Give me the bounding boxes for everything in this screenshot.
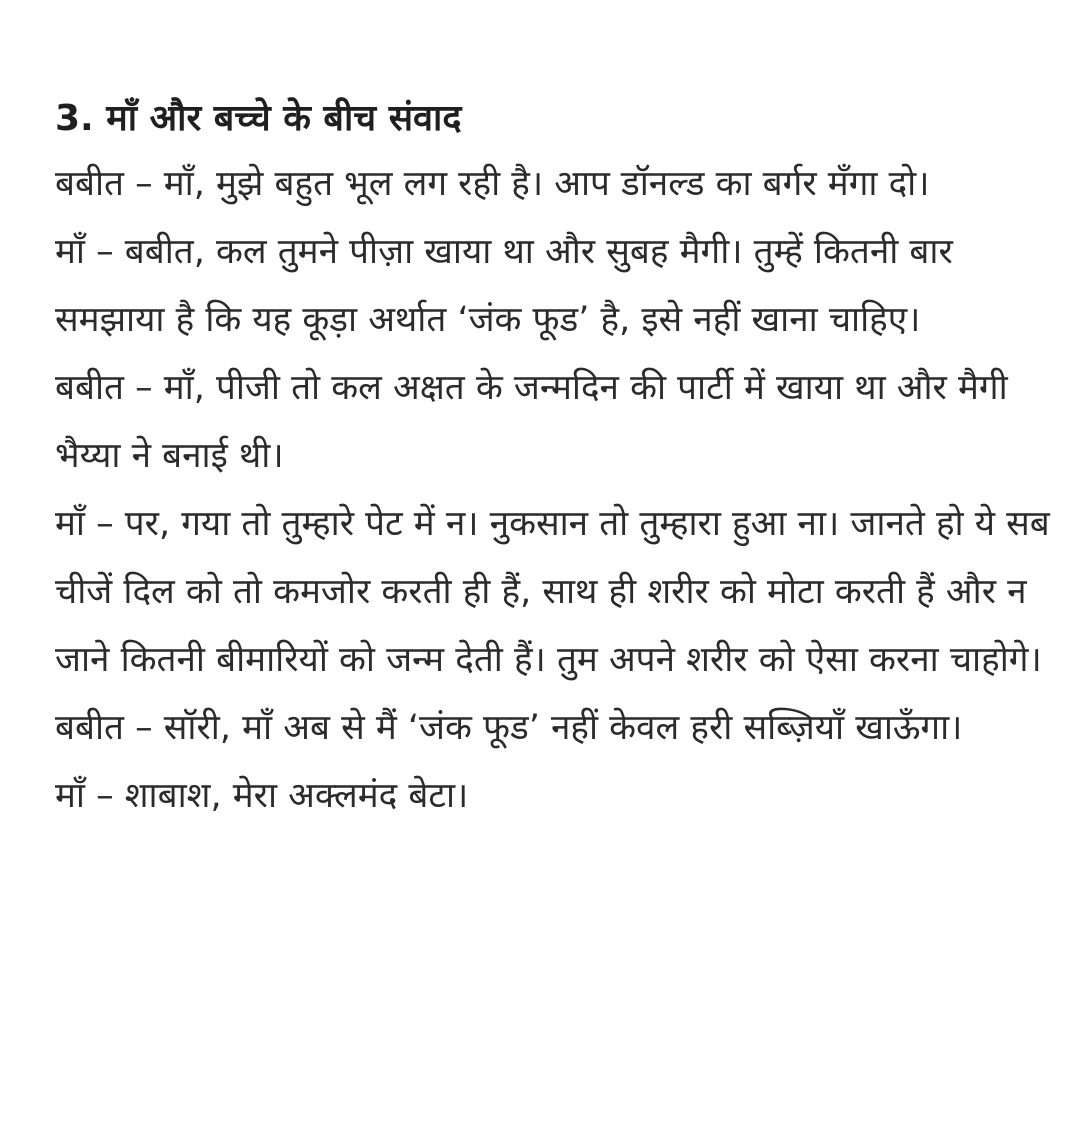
dialogue-line: माँ – पर, गया तो तुम्हारे पेट में न। नुकसान तो तुम्हारा हुआ ना। जानते हो ये सब चीजें दिल को तो कमजोर करती ही हैं, साथ ही शरीर को मोटा करती हैं और न जाने कितनी बीमारियों को जन्म देती हैं। तुम अपने शरीर को ऐसा करना चाहोगे। xyxy=(55,504,1050,680)
dialogue-line: माँ – बबीत, कल तुमने पीज़ा खाया था और सुबह मैगी। तुम्हें कितनी बार समझाया है कि यह कूड़ा अर्थात ‘जंक फूड’ है, इसे नहीं खाना चाहिए। xyxy=(55,232,953,340)
dialogue-line: बबीत – माँ, पीजी तो कल अक्षत के जन्मदिन की पार्टी में खाया था और मैगी भैय्या ने बनाई थी। xyxy=(55,368,1008,476)
dialogue-line: माँ – शाबाश, मेरा अक्लमंद बेटा। xyxy=(55,776,469,816)
section-heading: 3. माँ और बच्चे के बीच संवाद xyxy=(55,98,462,139)
document-body xyxy=(55,88,1055,830)
dialogue-line: बबीत – माँ, मुझे बहुत भूल लग रही है। आप डॉनल्ड का बर्गर मँगा दो। xyxy=(55,164,930,204)
dialogue-line: बबीत – सॉरी, माँ अब से मैं ‘जंक फूड’ नहीं केवल हरी सब्ज़ियाँ खाऊँगा। xyxy=(55,708,963,748)
